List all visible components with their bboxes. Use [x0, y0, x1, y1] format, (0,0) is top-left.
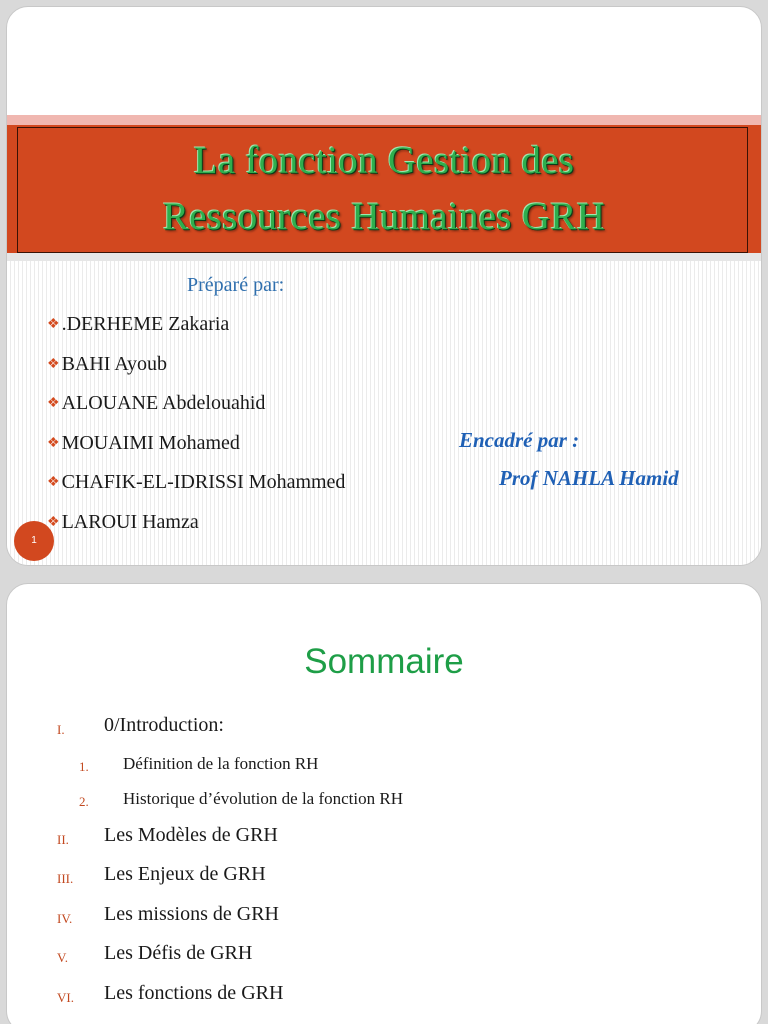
- table-of-contents: [7, 714, 761, 1021]
- author-name: ALOUANE Abdelouahid: [61, 392, 266, 414]
- author-item: [47, 310, 345, 350]
- toc-text: Les Modèles de GRH: [104, 823, 278, 846]
- author-list: [47, 310, 345, 547]
- title-bar: [7, 125, 761, 253]
- page-number-badge: 1: [14, 521, 54, 561]
- toc-text: Les missions de GRH: [104, 902, 279, 925]
- slide-2: [6, 583, 762, 1024]
- toc-subitem: [7, 789, 761, 824]
- toc-number: I.: [57, 722, 65, 737]
- supervised-by-label: Encadré par :: [459, 428, 580, 452]
- toc-text: Les Défis de GRH: [104, 942, 253, 964]
- prepared-by-label: Préparé par:: [187, 274, 285, 296]
- diamond-bullet-icon: ❖: [47, 435, 60, 451]
- toc-number: IV.: [57, 910, 73, 926]
- toc-number: V.: [57, 950, 68, 965]
- title-line-1: La fonction Gestion des: [193, 139, 575, 182]
- toc-text: Les Enjeux de GRH: [104, 863, 266, 885]
- author-name: .DERHEME Zakaria: [61, 313, 230, 335]
- toc-item: [7, 824, 761, 864]
- author-name: BAHI Ayoub: [61, 352, 167, 375]
- supervisor-name: Prof NAHLA Hamid: [499, 466, 679, 490]
- title-top-band: [7, 115, 761, 125]
- toc-text: Les fonctions de GRH: [104, 981, 284, 1004]
- diamond-bullet-icon: ❖: [47, 356, 60, 372]
- author-name: LAROUI Hamza: [61, 510, 199, 533]
- author-name: MOUAIMI Mohamed: [61, 431, 240, 454]
- diamond-bullet-icon: ❖: [47, 317, 60, 332]
- author-name: CHAFIK-EL-IDRISSI Mohammed: [61, 471, 346, 493]
- toc-item: [7, 942, 761, 982]
- diamond-bullet-icon: ❖: [47, 396, 60, 411]
- toc-text: Historique d’évolution de la fonction RH: [123, 788, 403, 808]
- toc-item: [7, 714, 761, 754]
- toc-number: III.: [57, 871, 74, 886]
- toc-item: [7, 982, 761, 1022]
- summary-title: Sommaire: [304, 642, 464, 681]
- toc-subitem: [7, 754, 761, 789]
- diamond-bullet-icon: ❖: [47, 475, 60, 490]
- toc-item: [7, 903, 761, 943]
- author-item: [47, 468, 345, 508]
- author-item: [47, 350, 345, 390]
- author-item: [47, 389, 345, 429]
- toc-number: II.: [57, 831, 69, 847]
- toc-text: 0/Introduction:: [104, 714, 224, 736]
- title-line-2: Ressources Humaines GRH: [162, 195, 606, 238]
- slide-title: [7, 133, 761, 245]
- author-item: [47, 429, 345, 469]
- toc-number: 1.: [79, 758, 89, 774]
- diamond-bullet-icon: ❖: [47, 514, 60, 530]
- toc-number: VI.: [57, 989, 74, 1005]
- author-item: [47, 508, 345, 548]
- stripe-edge: [7, 253, 761, 261]
- toc-number: 2.: [79, 793, 89, 809]
- toc-text: Définition de la fonction RH: [123, 753, 319, 773]
- slide-1: [6, 6, 762, 566]
- toc-item: [7, 863, 761, 903]
